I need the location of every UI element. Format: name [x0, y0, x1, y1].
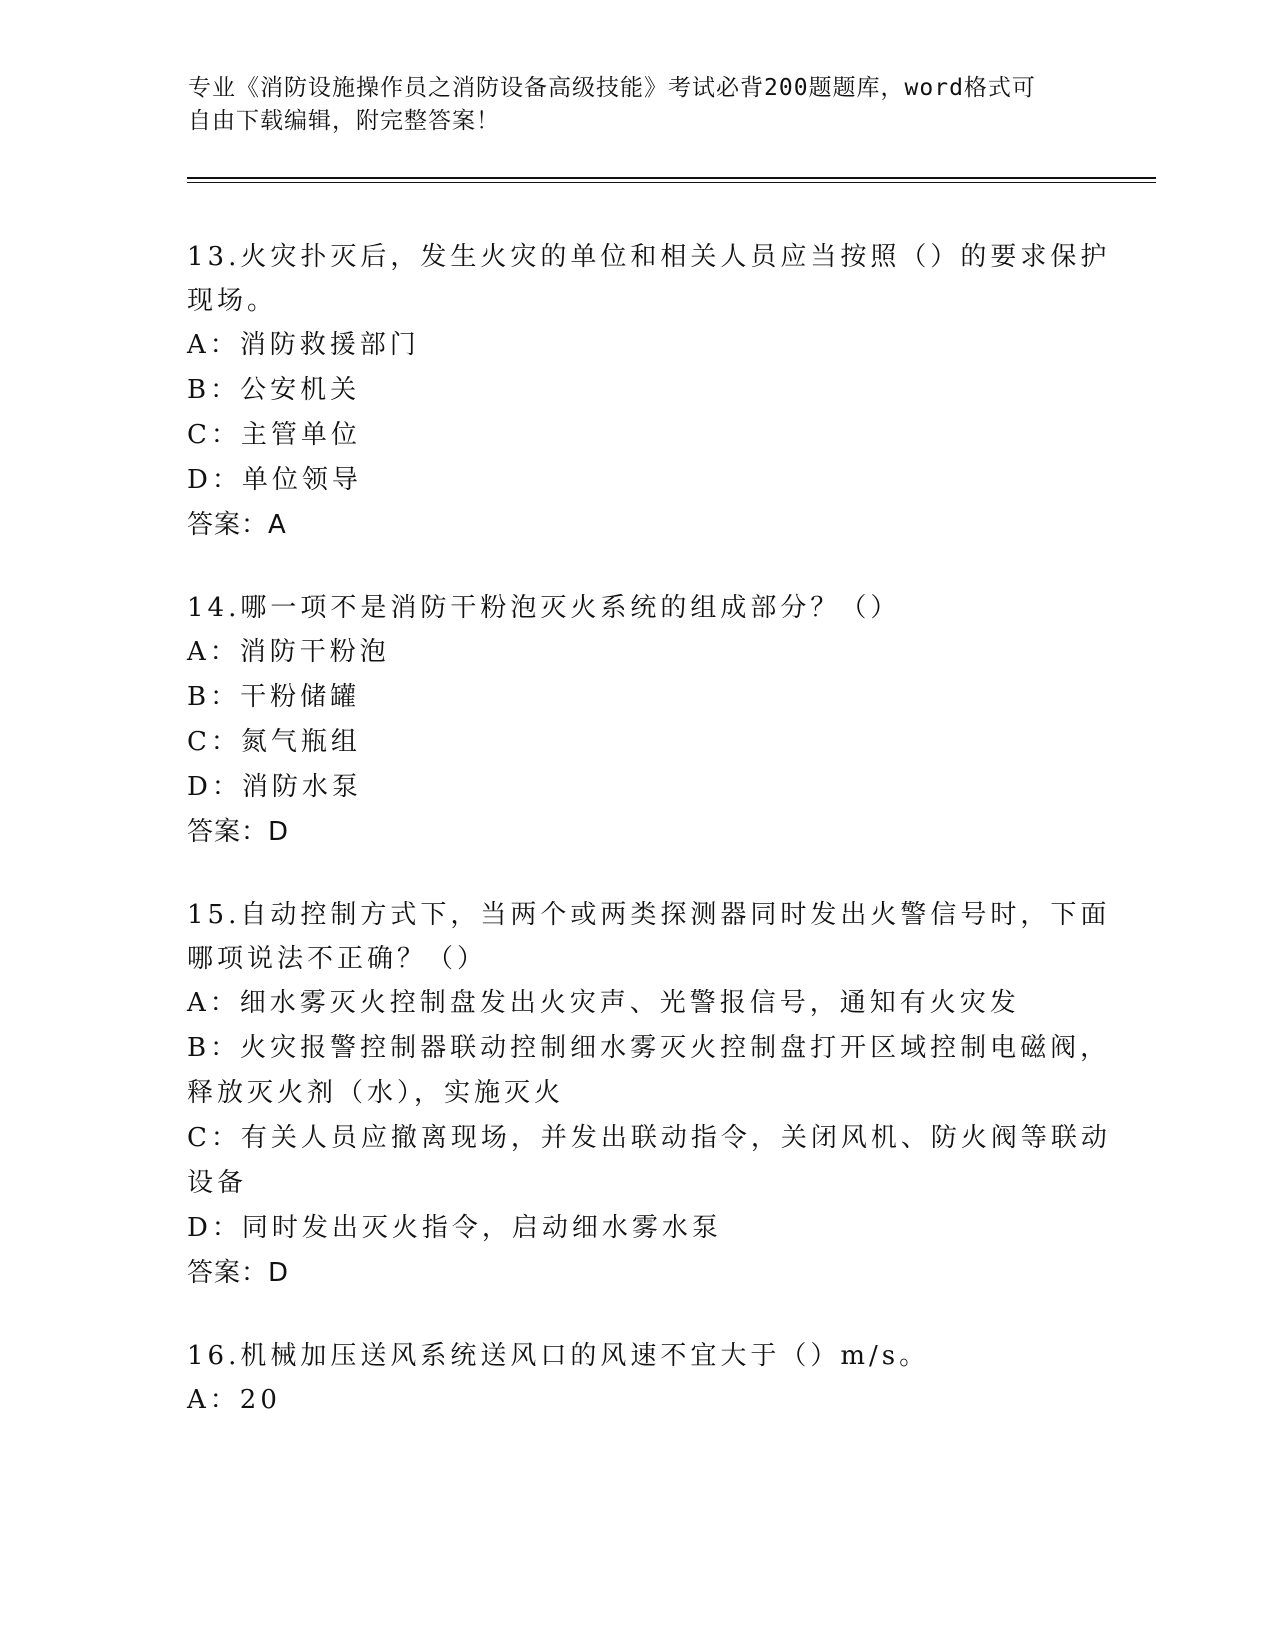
question-text	[187, 586, 1087, 630]
answer-key	[187, 810, 1087, 855]
answer-option-line: B：公安机关	[187, 375, 361, 405]
answer-option-line: D：消防水泵	[187, 772, 362, 802]
question-text	[187, 1334, 1087, 1378]
answer-option	[187, 413, 1087, 458]
answer-value: D	[268, 1258, 290, 1288]
question-text	[187, 235, 1111, 323]
question-text-line: 14.哪一项不是消防干粉泡灭火系统的组成部分？（）	[187, 593, 901, 623]
question-text-line: 现场。	[187, 286, 278, 316]
answer-option	[187, 1116, 1111, 1206]
question-list	[187, 235, 1111, 1461]
answer-option-line: C：有关人员应撤离现场，并发出联动指令，关闭风机、防火阀等联动	[187, 1123, 1111, 1153]
answer-option-line: C：氮气瓶组	[187, 727, 361, 757]
answer-option	[187, 458, 1087, 503]
answer-option	[187, 1206, 1087, 1251]
question-item	[187, 893, 1111, 1296]
question-item	[187, 235, 1111, 548]
header-line-2: 自由下载编辑，附完整答案！	[188, 108, 500, 134]
answer-option-line: D：同时发出灭火指令，启动细水雾水泵	[187, 1213, 722, 1243]
answer-option-line: A：消防救援部门	[187, 330, 420, 360]
answer-label: 答案：	[187, 817, 269, 847]
document-header	[188, 72, 1068, 138]
answer-option-line: A：消防干粉泡	[187, 637, 390, 667]
answer-option	[187, 765, 1087, 810]
header-divider-thick	[187, 177, 1156, 179]
answer-label: 答案：	[187, 1258, 269, 1288]
question-text-line: 15.自动控制方式下，当两个或两类探测器同时发出火警信号时，下面	[187, 900, 1111, 930]
answer-option	[187, 630, 1087, 675]
question-text-line: 13.火灾扑灭后，发生火灾的单位和相关人员应当按照（）的要求保护	[187, 242, 1111, 272]
header-divider-thin	[187, 182, 1156, 183]
answer-option	[187, 675, 1087, 720]
answer-option-line: 设备	[187, 1168, 248, 1198]
answer-key	[187, 503, 1087, 548]
question-item	[187, 586, 1087, 855]
answer-option	[187, 368, 1087, 413]
answer-label: 答案：	[187, 510, 269, 540]
header-line-1: 专业《消防设施操作员之消防设备高级技能》考试必背200题题库，word格式可	[188, 75, 1036, 101]
answer-option-line: A：20	[187, 1385, 281, 1415]
answer-option-line: 释放灭火剂（水），实施灭火	[187, 1078, 565, 1108]
answer-value: D	[268, 817, 290, 847]
question-text-line: 哪项说法不正确？（）	[187, 944, 488, 974]
answer-option-line: B：火灾报警控制器联动控制细水雾灭火控制盘打开区域控制电磁阀，	[187, 1033, 1111, 1063]
answer-value: A	[268, 510, 287, 540]
question-text-line: 16.机械加压送风系统送风口的风速不宜大于（）m/s。	[187, 1341, 930, 1371]
answer-option-line: D：单位领导	[187, 465, 362, 495]
answer-option-line: C：主管单位	[187, 420, 361, 450]
answer-option	[187, 1026, 1111, 1116]
answer-option	[187, 323, 1087, 368]
answer-option	[187, 720, 1087, 765]
question-item	[187, 1334, 1087, 1423]
answer-option	[187, 981, 1087, 1026]
answer-option-line: A：细水雾灭火控制盘发出火灾声、光警报信号，通知有火灾发	[187, 988, 1020, 1018]
answer-option-line: B：干粉储罐	[187, 682, 361, 712]
answer-key	[187, 1251, 1087, 1296]
question-text	[187, 893, 1111, 981]
answer-option	[187, 1378, 1087, 1423]
